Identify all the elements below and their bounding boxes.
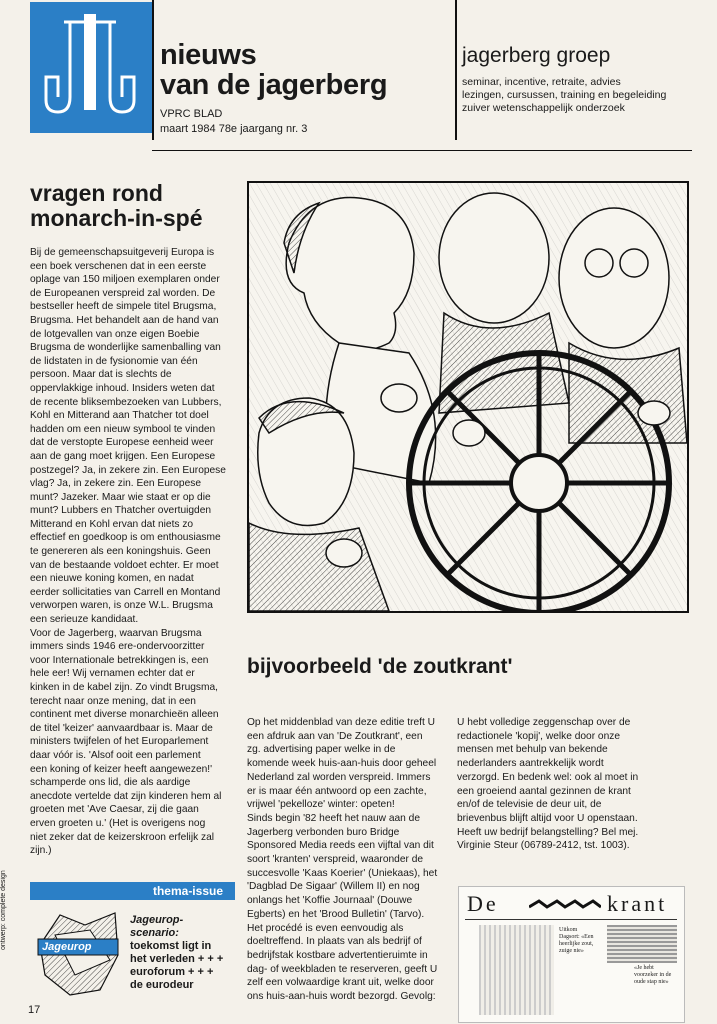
text-line: dag- of weekbladen te reserveren, geeft U <box>247 963 438 975</box>
text-line: hadden om een nieuw symbool te vinden <box>30 423 216 435</box>
text-line: en/of de televisie de deur uit, de <box>457 799 602 811</box>
text-line: komende week huis-aan-huis door geheel <box>247 758 437 770</box>
text-line: Voor de Jagerberg, waarvan Brugsma <box>30 627 202 639</box>
text-line: U hebt volledige zeggenschap over de <box>457 717 631 728</box>
thema-line: toekomst ligt in <box>130 940 212 952</box>
masthead-title-line1: nieuws <box>160 39 257 71</box>
design-credit: ontwerp: complete design <box>0 870 7 950</box>
text-line: Brugsma. Het behandelt aan de hand van <box>30 314 219 326</box>
group-service-line: lezingen, cursussen, training en begeleiding <box>462 89 667 101</box>
thema-issue-bar: thema-issue <box>30 882 235 900</box>
text-line: hele eer! Wij vernamen echter dat er <box>30 668 195 680</box>
text-line: Virginie Steur (06789-2412, tst. 1003). <box>457 840 630 852</box>
text-line: persoon. Maar dat is slechts de <box>30 369 172 381</box>
text-line: continent met diverse monarchieën alleen <box>30 709 219 721</box>
text-line: Jagerberg verbonden buro Bridge <box>247 826 400 838</box>
text-line: doeltreffend. In plaats van als bedrijf of <box>247 936 422 948</box>
text-line: er is maar één antwoord op een zachte, <box>247 785 427 797</box>
thema-line: het verleden + + + <box>130 953 224 965</box>
text-line: een afdruk aan van 'De Zoutkrant', een <box>247 730 423 742</box>
zoutkrant-caption: «Je hebt voorzeker in de oude stap nie» <box>634 965 672 985</box>
text-line: aan de gang moet krijgen. Een Europese <box>30 450 216 462</box>
zoutkrant-front-page-image <box>458 886 685 1023</box>
jagerberg-logo <box>30 2 152 133</box>
text-line: de recente bliksembezoeken van Lubbers, <box>30 396 222 408</box>
article2-column2 <box>457 716 677 853</box>
article2-headline: bijvoorbeeld 'de zoutkrant' <box>247 655 513 678</box>
jageurop-badge-label: Jageurop <box>42 941 92 953</box>
text-line: schamperde ons lid, die als aardige <box>30 777 191 789</box>
text-line: Kohl en Mitterand aan Thatcher tot doel <box>30 410 209 422</box>
text-line: een koning of keizer heeft aangewezen!' <box>30 763 213 775</box>
text-line: bestseller heeft de simpele titel Brugsma, <box>30 301 217 313</box>
text-line: van de bestaande voldoet echter. Er moet <box>30 559 219 571</box>
zoutkrant-rule <box>465 919 677 920</box>
text-line: de Europeanen verspreid zal worden. De <box>30 287 216 299</box>
text-line: kinken in de kabel zijn. Zo vindt Brugsma, <box>30 682 218 693</box>
thema-line: Jageurop- <box>130 914 184 926</box>
thema-line: scenario: <box>130 927 179 939</box>
thema-issue-text <box>130 914 240 992</box>
text-line: postzegel? Ja, in zekere zin. Een Europese <box>30 464 226 476</box>
article1-headline <box>30 181 240 231</box>
text-line: oplage van 150 miljoen exemplaren onder <box>30 274 220 286</box>
thema-line: de eurodeur <box>130 979 194 991</box>
group-services <box>462 76 666 115</box>
text-line: een boek verschenen dat in een eerste <box>30 260 207 272</box>
text-line: zelf een volwaardige krant uit, welke door <box>247 977 434 989</box>
text-line: 'Dagblad De Sigaar' (Willem II) en nog <box>247 881 420 893</box>
text-line: nederlanders aantrekkelijk wordt <box>457 758 604 770</box>
text-line: munt? Jazeker. Maar wie staat er op die <box>30 491 211 503</box>
zoutkrant-caption: Uitkom Dagsort: «Een heerlijke zout, zuige nie» <box>559 927 594 954</box>
text-line: munt? Lubbers en Thatcher overtuigden <box>30 505 212 517</box>
text-line: de titel 'keizer' aanvaardbaar is. Maar de <box>30 722 213 734</box>
text-line: niet zeker dat de keizerskroon erfelijk zal <box>30 831 215 843</box>
text-line: Sinds begin '82 heeft het nauw aan de <box>247 812 421 824</box>
text-line: Brugsma de wonderlijke samenballing van <box>30 342 221 354</box>
text-line: Bij de gemeenschapsuitgeverij Europa is <box>30 247 215 258</box>
text-line: de lidstaten in de fysionomie van één <box>30 355 198 367</box>
text-line: bedrijfstak kostbare advertentieruimte in <box>247 949 428 961</box>
article1-headline-line1: vragen rond <box>30 180 163 206</box>
text-line: de lotgevallen van onze eigen Boebie <box>30 328 200 340</box>
text-line: zijn.) <box>30 845 52 857</box>
text-line: dat de verstopte Europese eenheid weer <box>30 437 214 449</box>
group-title: jagerberg groep <box>462 44 611 67</box>
text-line: een groeiend aantal gezinnen de krant <box>457 785 631 797</box>
text-line: brievenbus blijft altijd voor U openstaan. <box>457 812 638 824</box>
text-line: Heeft uw bedrijf belangstelling? Bel mej. <box>457 826 639 838</box>
text-line: zg. advertising paper welke in de <box>247 744 396 756</box>
header-rule <box>152 150 692 151</box>
text-line: Mitterand en Kohl ervan dat niets zo <box>30 518 194 530</box>
text-line: vrijwel 'pekelloze' winter: opeten! <box>247 799 395 811</box>
masthead-title-line2: van de jagerberg <box>160 69 388 101</box>
text-line: een nieuwe koning komen, en nadat <box>30 573 194 585</box>
masthead-title <box>160 40 387 100</box>
masthead-divider <box>152 0 154 140</box>
publisher-label: VPRC BLAD <box>160 108 223 120</box>
group-divider <box>455 0 457 140</box>
salt-wave-icon <box>529 899 601 909</box>
text-line: Sponsored Media reeds een vijftal van dit <box>247 840 434 852</box>
logo-emblem-icon <box>30 2 152 133</box>
article2-column1 <box>247 716 447 1004</box>
article1-headline-line2: monarch-in-spé <box>30 205 203 231</box>
text-line: ministers twijfelen of het Europarlement <box>30 736 209 748</box>
text-line: immers sinds 1946 ere-ondervoorzitter <box>30 641 205 653</box>
article1-body <box>30 246 235 858</box>
text-line: effectief en goedkoop is om enthousiasme <box>30 532 221 544</box>
cartoon-illustration <box>247 181 689 613</box>
thema-line: euroforum + + + <box>130 966 214 978</box>
text-line: daar vóór is. 'Alsof ooit een parlement <box>30 749 201 761</box>
text-line: oppervlakkige inhoud. Insiders weten dat <box>30 382 215 394</box>
issue-label: maart 1984 78e jaargang nr. 3 <box>160 123 308 135</box>
text-line: mensen met behulp van bekende <box>457 744 608 756</box>
masthead-subinfo <box>160 107 307 137</box>
text-line: succesvolle 'Kaas Koerier' (Uniekaas), het <box>247 867 438 879</box>
zoutkrant-title-left: De <box>467 891 499 916</box>
zoutkrant-photo-left <box>479 925 554 1015</box>
text-line: te genereren als een koningshuis. Geen <box>30 546 211 558</box>
text-line: verzorgd. En bedenk wel: ook al moet in <box>457 771 639 783</box>
text-line: anecdote vertelde dat zijn kinderen hem al <box>30 790 222 802</box>
jageurop-badge <box>30 905 125 1000</box>
text-line: voor Internationale betrekkingen is, een <box>30 654 209 666</box>
text-line: Op het middenblad van deze editie treft U <box>247 717 436 728</box>
text-line: een serieuze kandidaat. <box>30 614 139 626</box>
zoutkrant-title-right: krant <box>607 891 668 916</box>
text-line: onlangs het 'Koffie Journaal' (Douwe <box>247 895 413 907</box>
text-line: terecht naar onze mening, dat in een <box>30 695 196 707</box>
text-line: Het procédé is even eenvoudig als <box>247 922 404 934</box>
text-line: Egberts) en het 'Brood Bulletin' (Tarvo). <box>247 908 425 920</box>
text-line: redactionele 'kopij', welke door onze <box>457 730 621 742</box>
text-line: eerder sollicitaties van Carrell en Montand <box>30 586 221 598</box>
text-line: erven groeten u.' (Het is overigens nog <box>30 817 206 829</box>
text-line: ons huis-aan-huis wordt bezorgd. Gevolg: <box>247 991 436 1003</box>
text-line: groeten met 'Ave Caesar, zij die gaan <box>30 804 199 816</box>
text-line: vlag? Ja, in zekere zin. Een Europese <box>30 478 202 490</box>
page-number: 17 <box>28 1004 41 1016</box>
text-line: soort 'kranten' verspreid, waaronder de <box>247 854 424 866</box>
ship-wheel-cartoon-icon <box>249 183 687 611</box>
group-service-line: zuiver wetenschappelijk onderzoek <box>462 102 625 114</box>
text-line: verworpen waren, is onze W.L. Brugsma <box>30 600 213 612</box>
zoutkrant-photo-right <box>607 925 677 963</box>
group-service-line: seminar, incentive, retraite, advies <box>462 76 621 88</box>
text-line: Nederland zal worden verspreid. Immers <box>247 771 431 783</box>
